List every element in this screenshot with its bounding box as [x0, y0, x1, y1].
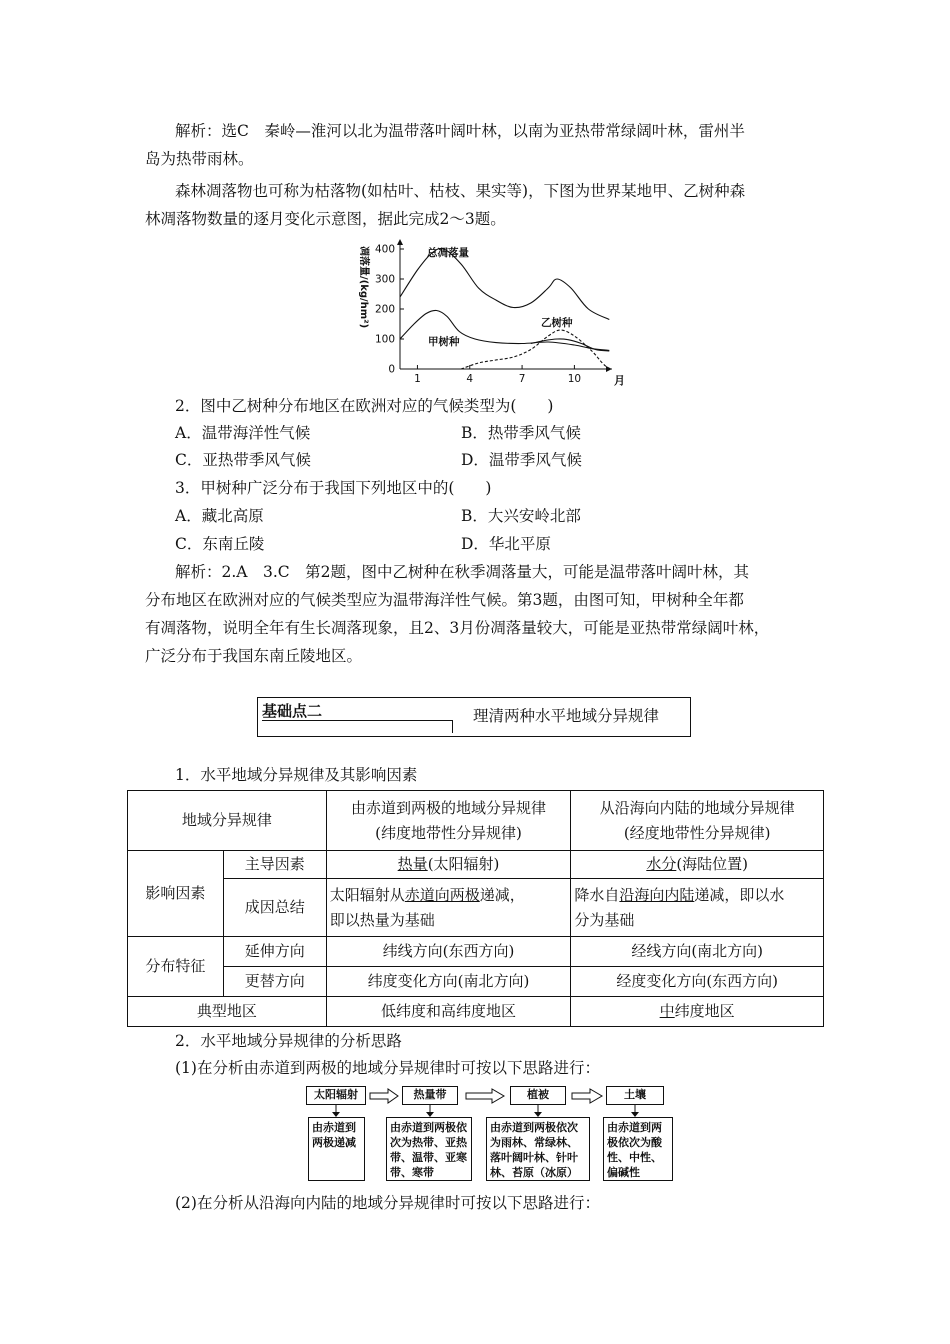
- y-axis-arrow: [397, 239, 403, 245]
- table-row: [128, 791, 824, 851]
- section-divider: [452, 720, 453, 733]
- analysis-line: 广泛分布于我国东南丘陵地区。: [145, 647, 363, 665]
- y-tick-label: 0: [388, 363, 395, 376]
- question-3-stem: 3．甲树种广泛分布于我国下列地区中的( ): [175, 479, 492, 497]
- table-cell: 典型地区: [128, 997, 327, 1027]
- table-cell: 水分(海陆位置): [571, 851, 824, 879]
- series-line-2: [461, 330, 609, 369]
- series-line-0: [400, 248, 609, 319]
- table-row: [128, 967, 824, 997]
- y-axis-label: 凋落量/(kg/hm²): [358, 246, 369, 329]
- analysis-line: 分布地区在欧洲对应的气候类型应为温带海洋性气候。第3题，由图可知，甲树种全年都: [145, 591, 744, 609]
- intro-line: 森林凋落物也可称为枯落物(如枯叶、枯枝、果实等)，下图为世界某地甲、乙树种森: [175, 182, 746, 200]
- table-cell: 热量(太阳辐射): [326, 851, 571, 879]
- flow-box-soil: 土壤: [606, 1086, 664, 1105]
- series-label-jia: 甲树种: [428, 336, 460, 348]
- y-tick-label: 200: [374, 303, 395, 316]
- option-c: C．东南丘陵: [175, 535, 265, 553]
- flow-desc-heat: 由赤道到两极依次为热带、亚热带、温带、亚寒带、寒带: [386, 1117, 472, 1181]
- table-cell: 延伸方向: [223, 937, 326, 967]
- option-a: A．藏北高原: [175, 507, 264, 525]
- y-tick-label: 400: [374, 243, 395, 256]
- flow-desc-soil: 由赤道到两极依次为酸性、中性、偏碱性: [603, 1117, 673, 1181]
- analysis-line: 有凋落物，说明全年有生长凋落现象，且2、3月份凋落量较大，可能是亚热带常绿阔叶林，: [145, 619, 770, 637]
- y-tick-label: 100: [374, 333, 395, 346]
- flow-diagram: [306, 1086, 676, 1186]
- x-tick-label: 4: [466, 373, 474, 385]
- table-cell: 成因总结: [223, 879, 326, 937]
- option-a: A．温带海洋性气候: [175, 424, 311, 442]
- table-cell: 纬度变化方向(南北方向): [326, 967, 571, 997]
- section-title: 理清两种水平地域分异规律: [473, 707, 660, 725]
- series-label-total: 总凋落量: [427, 247, 469, 259]
- x-tick-label: 1: [414, 373, 421, 385]
- table-cell: 主导因素: [223, 851, 326, 879]
- header-cell: 由赤道到两极的地域分异规律 (纬度地带性分异规律): [326, 791, 571, 851]
- flow-box-solar: 太阳辐射: [306, 1086, 366, 1105]
- option-d: D．温带季风气候: [461, 451, 582, 469]
- litterfall-chart: [350, 236, 640, 388]
- heading-2: 2．水平地域分异规律的分析思路: [175, 1032, 402, 1050]
- table-cell: 更替方向: [223, 967, 326, 997]
- zonation-table: [127, 790, 824, 1027]
- heading-2a: (1)在分析由赤道到两极的地域分异规律时可按以下思路进行：: [175, 1059, 600, 1077]
- table-cell: 降水自沿海向内陆递减，即以水 分为基础: [571, 879, 824, 937]
- heading-1: 1．水平地域分异规律及其影响因素: [175, 766, 418, 784]
- heading-2b: (2)在分析从沿海向内陆的地域分异规律时可按以下思路进行：: [175, 1194, 600, 1212]
- flow-box-heat: 热量带: [402, 1086, 458, 1105]
- row-group-cell: 分布特征: [128, 937, 224, 997]
- header-cell: 从沿海向内陆的地域分异规律 (经度地带性分异规律): [571, 791, 824, 851]
- table-cell: 太阳辐射从赤道向两极递减， 即以热量为基础: [326, 879, 571, 937]
- option-d: D．华北平原: [461, 535, 551, 553]
- x-tick-label: 7: [518, 373, 526, 385]
- section-header: [257, 697, 691, 737]
- series-label-yi: 乙树种: [541, 317, 573, 329]
- table-cell: 低纬度和高纬度地区: [326, 997, 571, 1027]
- flow-desc-solar: 由赤道到两极递减: [308, 1117, 365, 1181]
- question-2-stem: 2．图中乙树种分布地区在欧洲对应的气候类型为( ): [175, 397, 554, 415]
- intro-line: 林凋落物数量的逐月变化示意图，据此完成2～3题。: [145, 210, 506, 228]
- table-cell: 中纬度地区: [571, 997, 824, 1027]
- section-tag: 基础点二: [262, 702, 452, 721]
- analysis-line: 解析：选C 秦岭—淮河以北为温带落叶阔叶林，以南为亚热带常绿阔叶林，雷州半: [175, 122, 745, 140]
- header-cell: 地域分异规律: [128, 791, 327, 851]
- table-cell: 经线方向(南北方向): [571, 937, 824, 967]
- flow-box-vegetation: 植被: [510, 1086, 566, 1105]
- y-tick-label: 300: [374, 273, 395, 286]
- row-group-cell: 影响因素: [128, 851, 224, 937]
- table-row: [128, 997, 824, 1027]
- x-axis-label: 月: [614, 374, 625, 387]
- table-row: [128, 937, 824, 967]
- table-cell: 纬线方向(东西方向): [326, 937, 571, 967]
- x-tick-label: 10: [567, 373, 582, 385]
- table-row: [128, 851, 824, 879]
- option-b: B．热带季风气候: [461, 424, 581, 442]
- table-cell: 经度变化方向(东西方向): [571, 967, 824, 997]
- option-b: B．大兴安岭北部: [461, 507, 581, 525]
- flow-desc-vegetation: 由赤道到两极依次为雨林、常绿林、落叶阔叶林、针叶林、苔原（冰原）: [486, 1117, 590, 1181]
- analysis-line: 解析：2.A 3.C 第2题，图中乙树种在秋季凋落量大，可能是温带落叶阔叶林，其: [175, 563, 749, 581]
- table-row: [128, 879, 824, 937]
- analysis-line: 岛为热带雨林。: [145, 150, 254, 168]
- option-c: C．亚热带季风气候: [175, 451, 311, 469]
